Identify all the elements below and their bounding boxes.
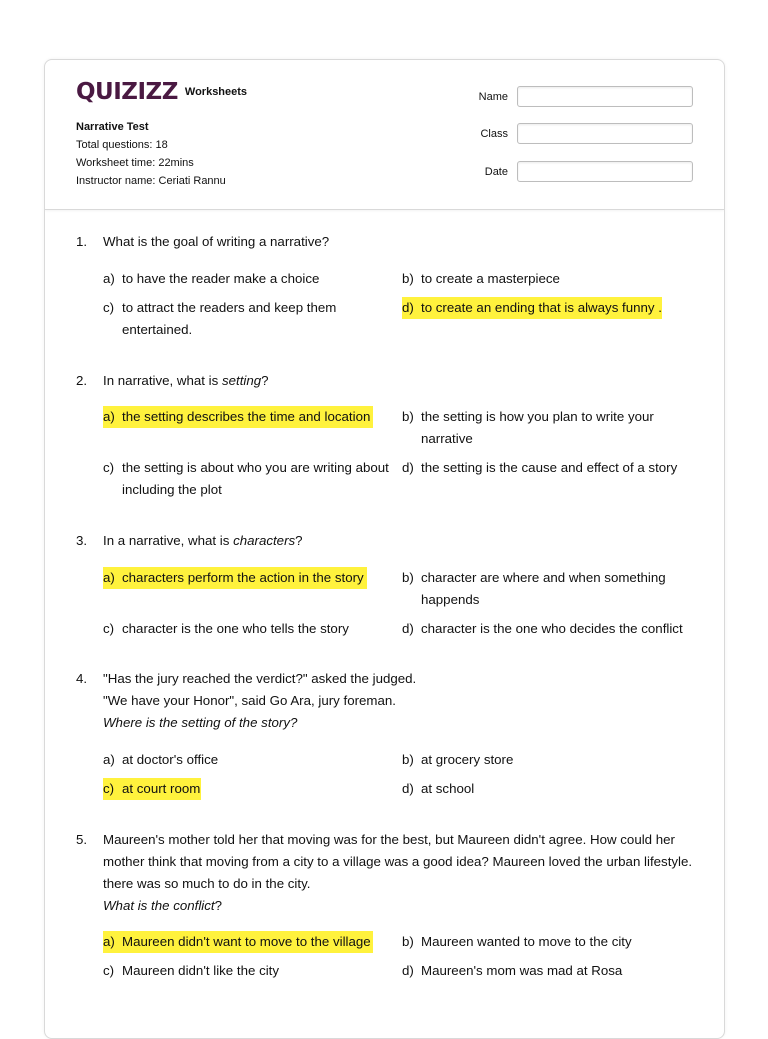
- option-text: character is the one who decides the conflict: [421, 621, 683, 636]
- option-text: to create a masterpiece: [421, 271, 560, 286]
- option-1a: [103, 268, 393, 290]
- question-term: setting: [221, 373, 262, 388]
- question-line: "Has the jury reached the verdict?" asked the judged.: [103, 671, 417, 686]
- option-letter: d): [402, 460, 414, 475]
- question-prompt: Where is the setting of the story?: [103, 715, 298, 730]
- option-1b: [402, 268, 702, 290]
- worksheet-time: Worksheet time: 22mins: [76, 157, 194, 169]
- option-2d: [402, 457, 702, 479]
- option-text: Maureen's mom was mad at Rosa: [421, 963, 623, 978]
- option-letter: a): [103, 570, 115, 585]
- name-label: Name: [478, 90, 508, 103]
- option-letter: a): [103, 409, 115, 424]
- option-4b: [402, 749, 702, 771]
- name-input[interactable]: [517, 86, 693, 107]
- question-text: [103, 829, 703, 917]
- question-prompt: [103, 895, 703, 917]
- instructor-name: Instructor name: Ceriati Rannu: [76, 175, 226, 187]
- class-field-row: [445, 123, 695, 144]
- option-text: at school: [421, 781, 475, 796]
- total-questions: Total questions: 18: [76, 139, 168, 151]
- option-text: the setting is the cause and effect of a story: [421, 460, 678, 475]
- option-text: Maureen didn't want to move to the village: [122, 934, 371, 949]
- question-text: [103, 370, 703, 392]
- option-5a-correct: [103, 931, 373, 953]
- logo-subtitle: Worksheets: [184, 86, 248, 98]
- question-line: there was so much to do in the city.: [103, 876, 311, 891]
- option-letter: c): [103, 963, 115, 978]
- option-5d: [402, 960, 702, 982]
- option-text: character is the one who tells the story: [122, 621, 349, 636]
- option-1c: [103, 297, 393, 341]
- option-letter: a): [103, 271, 115, 286]
- worksheet-header: [45, 60, 724, 210]
- question-number: 2.: [76, 373, 88, 388]
- option-4c-correct: [103, 778, 201, 800]
- option-text: characters perform the action in the story: [122, 570, 364, 585]
- question-text: [103, 668, 703, 734]
- option-letter: d): [402, 781, 414, 796]
- question-prompt-post: ?: [214, 898, 222, 913]
- option-letter: d): [402, 621, 414, 636]
- test-title: Narrative Test: [76, 121, 149, 133]
- option-5b: [402, 931, 702, 953]
- option-4d: [402, 778, 702, 800]
- option-text: the setting is how you plan to write your narrative: [421, 409, 654, 446]
- option-letter: a): [103, 934, 115, 949]
- option-letter: d): [402, 963, 414, 978]
- option-2b: [402, 406, 672, 450]
- question-5: [76, 829, 706, 921]
- option-letter: c): [103, 781, 115, 796]
- question-line: mother think that moving from a city to a village was a good idea? Maureen loved the urban lifestyle.: [103, 854, 693, 869]
- option-letter: a): [103, 752, 115, 767]
- option-letter: c): [103, 621, 115, 636]
- worksheet: [44, 59, 725, 1039]
- question-line: Maureen's mother told her that moving was for the best, but Maureen didn't agree. How could her: [103, 832, 675, 847]
- worksheet-meta: [76, 118, 226, 190]
- question-prompt-em: What is the conflict: [103, 898, 215, 913]
- question-number: 4.: [76, 671, 88, 686]
- question-text-part: In a narrative, what is: [103, 533, 234, 548]
- date-label: Date: [484, 165, 508, 178]
- question-4: [76, 668, 706, 738]
- option-3a-correct: [103, 567, 367, 589]
- option-text: to attract the readers and keep them entertained.: [122, 300, 337, 337]
- date-input[interactable]: [517, 161, 693, 182]
- option-text: Maureen wanted to move to the city: [421, 934, 632, 949]
- option-4a: [103, 749, 393, 771]
- option-text: the setting describes the time and location: [122, 409, 371, 424]
- option-letter: b): [402, 409, 414, 424]
- brand: [76, 80, 247, 104]
- quizizz-logo: QUIZIZZ: [76, 79, 178, 105]
- option-2c: [103, 457, 393, 501]
- option-letter: b): [402, 570, 414, 585]
- option-text: character are where and when something happends: [421, 570, 666, 607]
- class-label: Class: [480, 127, 508, 140]
- option-5c: [103, 960, 393, 982]
- question-text: What is the goal of writing a narrative?: [103, 234, 330, 249]
- question-text-part: ?: [261, 373, 269, 388]
- question-line: "We have your Honor", said Go Ara, jury foreman.: [103, 693, 396, 708]
- option-letter: c): [103, 300, 115, 315]
- option-text: to create an ending that is always funny .: [421, 300, 662, 315]
- option-3b: [402, 567, 682, 611]
- option-letter: b): [402, 271, 414, 286]
- option-letter: b): [402, 752, 414, 767]
- question-term: characters: [233, 533, 296, 548]
- option-text: at grocery store: [421, 752, 514, 767]
- question-text-part: ?: [295, 533, 303, 548]
- option-text: at doctor's office: [122, 752, 219, 767]
- option-letter: c): [103, 460, 115, 475]
- date-field-row: [445, 161, 695, 182]
- question-text: [103, 530, 703, 552]
- question-number: 3.: [76, 533, 88, 548]
- option-letter: d): [402, 300, 414, 315]
- option-text: Maureen didn't like the city: [122, 963, 280, 978]
- option-2a-correct: [103, 406, 373, 428]
- option-text: the setting is about who you are writing about including the plot: [122, 460, 389, 497]
- option-3d: [402, 618, 702, 640]
- question-text-part: In narrative, what is: [103, 373, 222, 388]
- class-input[interactable]: [517, 123, 693, 144]
- option-text: at court room: [122, 781, 201, 796]
- option-3c: [103, 618, 393, 640]
- name-field-row: [445, 86, 695, 107]
- question-number: 1.: [76, 234, 88, 249]
- option-text: to have the reader make a choice: [122, 271, 320, 286]
- question-number: 5.: [76, 832, 88, 847]
- option-letter: b): [402, 934, 414, 949]
- option-1d-correct: [402, 297, 662, 319]
